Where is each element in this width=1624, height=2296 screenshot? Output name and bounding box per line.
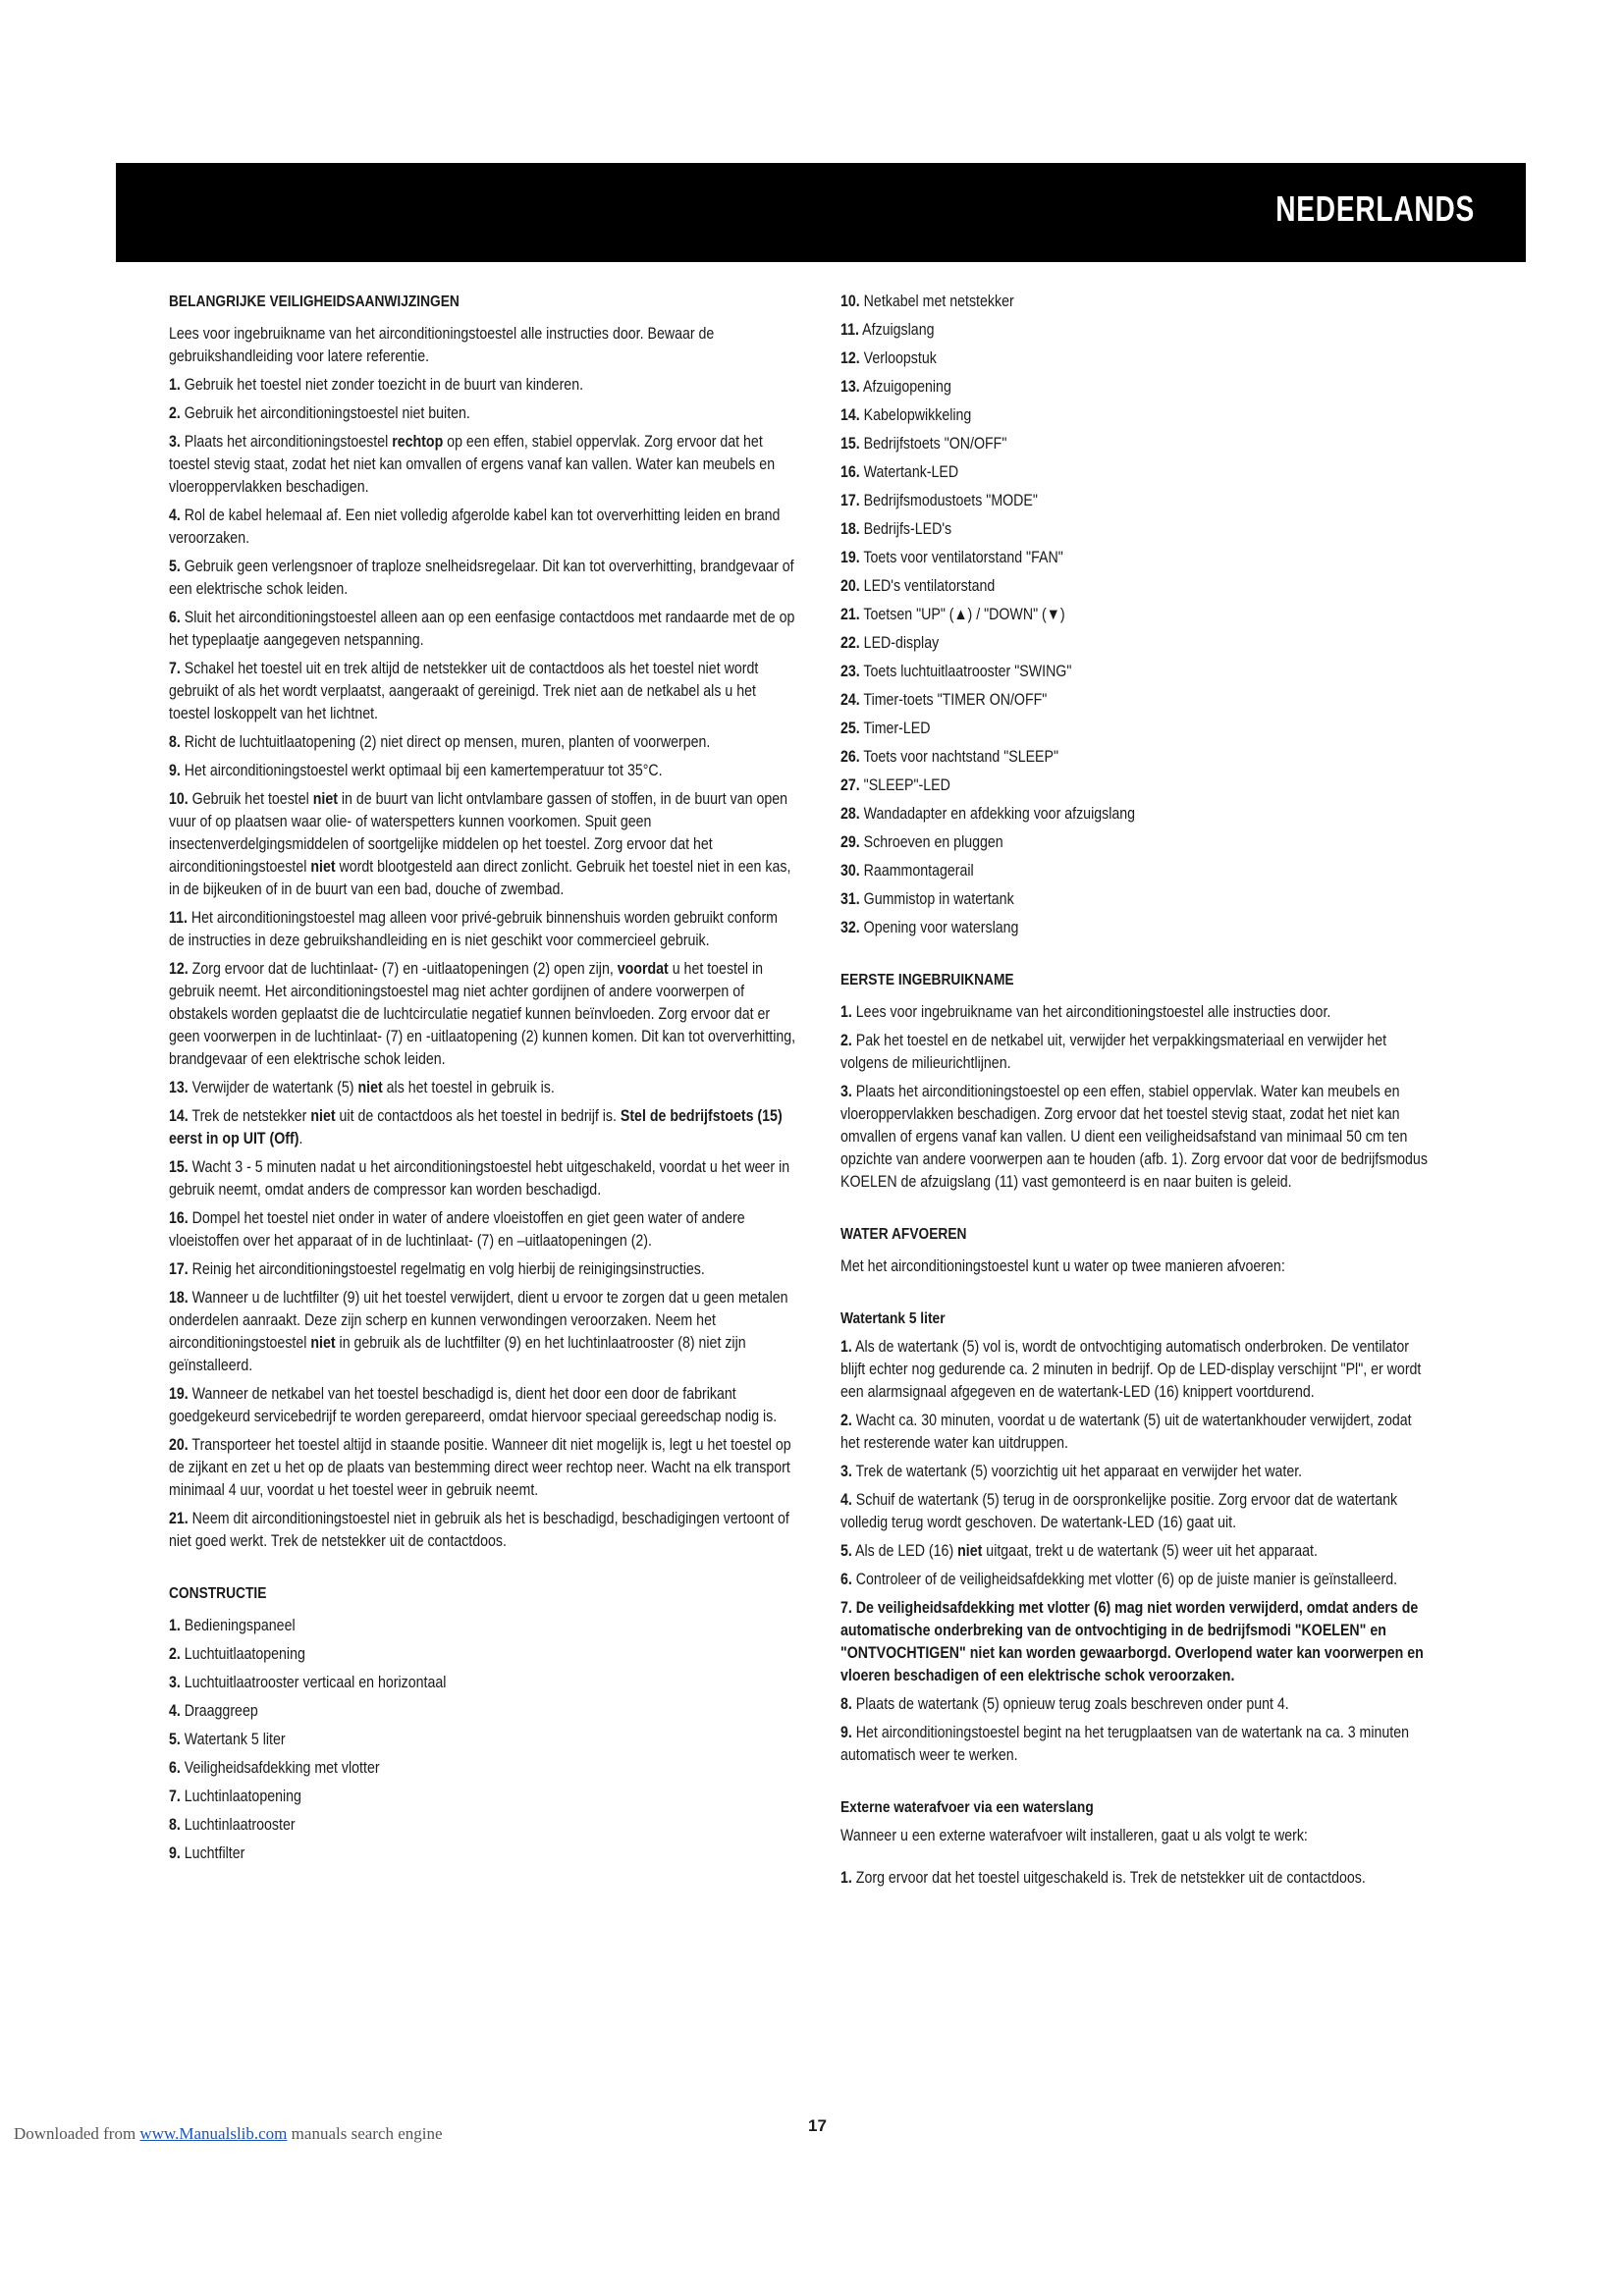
left-column [169,291,797,1871]
item-text: . [298,1130,303,1148]
item-text: Plaats het airconditioningstoestel [184,433,393,451]
item-number: 6. [840,1571,852,1588]
item-text: Luchtinlaatrooster [184,1816,296,1834]
item-number: 28. [840,805,860,823]
tank-item [840,1722,1429,1767]
item-text: Gebruik het toestel niet zonder toezicht in de buurt van kinderen. [184,376,584,394]
construction-item [840,376,1429,399]
item-number: 27. [840,776,860,794]
item-number: 31. [840,890,860,908]
item-text: Gebruik geen verlengsnoer of traploze snelheidsregelaar. Dit kan tot oververhitting, brandgevaar of een elektrische schok leiden. [169,558,794,598]
item-number: 3. [840,1083,852,1100]
construction-item [840,888,1429,911]
safety-item [169,731,795,754]
item-text: Neem dit airconditioningstoestel niet in gebruik als het is beschadigd, beschadigingen vertoont of niet goed werkt. Trek de netstekker uit de contactdoos. [169,1510,789,1550]
construction-item [840,490,1429,512]
first-use-item [840,1030,1429,1075]
construction-list-right [840,291,1429,939]
safety-item [169,374,795,397]
construction-item [169,1757,795,1780]
construction-item [840,547,1429,569]
item-bold-text: niet [310,858,336,876]
item-text: Bedieningspaneel [184,1617,296,1634]
construction-item [840,746,1429,769]
hose-list [840,1867,1429,1890]
construction-item [840,604,1429,626]
item-number: 21. [840,606,860,623]
item-text: Netkabel met netstekker [863,293,1014,310]
item-number: 18. [840,520,860,538]
item-number: 13. [169,1079,189,1096]
item-number: 1. [840,1003,852,1021]
item-text: LED-display [863,634,940,652]
item-text: Opening voor waterslang [863,919,1019,936]
hose-intro: Wanneer u een externe waterafvoer wilt installeren, gaat u als volgt te werk: [840,1827,1308,1844]
item-text: Plaats de watertank (5) opnieuw terug zoals beschreven onder punt 4. [855,1695,1289,1713]
safety-item [169,788,795,901]
footer-suffix: manuals search engine [287,2124,443,2143]
item-number: 21. [169,1510,189,1527]
construction-item [840,291,1429,313]
item-number: 22. [840,634,860,652]
item-bold-text: rechtop [392,433,444,451]
construction-item [169,1672,795,1694]
safety-item [169,1156,795,1201]
item-bold-text: De veiligheidsafdekking met vlotter (6) mag niet worden verwijderd, omdat anders de automatische onderbreking van de ontvochtiging in de bedrijfsmodi "KOELEN" en "ONTVOCHTIGEN" niet kan worden gewaarborgd. Overlopend water kan voorwerpen en vloeren beschadigen of een elektrische schok veroorzaken. [840,1599,1424,1684]
item-text: in gebruik als de luchtfilter (9) en het luchtinlaatrooster (8) niet zijn geïnstalleerd. [169,1334,746,1374]
item-number: 11. [169,909,188,927]
item-text: Afzuigslang [862,321,935,339]
construction-item [840,518,1429,541]
tank-item [840,1693,1429,1716]
safety-item [169,1383,795,1428]
item-number: 1. [169,376,181,394]
construction-item [169,1643,795,1666]
item-bold-text: voordat [617,960,669,978]
construction-item [840,461,1429,484]
item-text: Luchtuitlaatrooster verticaal en horizontaal [184,1674,447,1691]
item-bold-text: niet [357,1079,383,1096]
item-number: 3. [169,433,181,451]
item-text: Pak het toestel en de netkabel uit, verwijder het verpakkingsmateriaal en verwijder het volgens de milieurichtlijnen. [840,1032,1387,1072]
construction-item [169,1615,795,1637]
item-number: 8. [169,733,181,751]
item-number: 29. [840,833,860,851]
item-number: 8. [840,1695,852,1713]
item-text: Kabelopwikkeling [863,406,972,424]
item-text: Zorg ervoor dat het toestel uitgeschakeld is. Trek de netstekker uit de contactdoos. [855,1869,1366,1887]
item-number: 16. [840,463,860,481]
construction-item [169,1700,795,1723]
item-text: Toets voor ventilatorstand "FAN" [863,549,1063,566]
item-number: 7. [169,1788,181,1805]
item-number: 7. [840,1599,852,1617]
item-number: 11. [840,321,859,339]
item-number: 17. [840,492,860,509]
footer-prefix: Downloaded from [14,2124,140,2143]
safety-item [169,431,795,499]
construction-item [840,803,1429,826]
item-text: Rol de kabel helemaal af. Een niet volledig afgerolde kabel kan tot oververhitting leiden en brand veroorzaken. [169,507,781,547]
item-number: 12. [169,960,189,978]
item-number: 1. [840,1338,852,1356]
item-number: 1. [169,1617,181,1634]
item-number: 26. [840,748,860,766]
safety-item [169,658,795,725]
item-text: Het airconditioningstoestel mag alleen voor privé-gebruik binnenshuis worden gebruikt conform de instructies in deze gebruikshandleiding en is niet geschikt voor commercieel gebruik. [169,909,779,949]
construction-item [840,575,1429,598]
tank-item [840,1569,1429,1591]
item-number: 7. [169,660,181,677]
safety-item [169,607,795,652]
item-text: Dompel het toestel niet onder in water of andere vloeistoffen en giet geen water of andere vloeistoffen over het apparaat of in de luchtinlaat- (7) en –uitlaatopeningen (2). [169,1209,745,1250]
item-text: uitgaat, trekt u de watertank (5) weer uit het apparaat. [982,1542,1318,1560]
item-text: u het toestel in gebruik neemt. Het airconditioningstoestel mag niet achter gordijnen of andere voorwerpen of obstakels worden geplaatst die de luchtcirculatie negatief kunnen beïnvloeden. Zorg ervoor dat er geen voorwerpen in de luchtinlaat- (7) en -uitlaatopening (2) kunnen komen. Dit kan tot oververhitting, brandgevaar of een elektrische schok leiden. [169,960,796,1068]
construction-item [169,1814,795,1837]
item-text: Luchtuitlaatopening [184,1645,305,1663]
item-text: wordt blootgesteld aan direct zonlicht. Gebruik het toestel niet in een kas, in de bijkeuken of in de buurt van een bad, douche of zwembad. [169,858,791,898]
item-text: Als de LED (16) [855,1542,958,1560]
item-number: 24. [840,691,860,709]
item-text: Bedrijfsmodustoets "MODE" [863,492,1038,509]
construction-heading: CONSTRUCTIE [169,1585,267,1602]
hose-item [840,1867,1429,1890]
item-bold-text: niet [310,1107,336,1125]
item-number: 5. [169,1731,181,1748]
item-number: 6. [169,1759,181,1777]
safety-item [169,1077,795,1099]
item-text: Richt de luchtuitlaatopening (2) niet direct op mensen, muren, planten of voorwerpen. [184,733,711,751]
item-text: Draaggreep [184,1702,258,1720]
safety-item [169,1508,795,1553]
drain-heading: WATER AFVOEREN [840,1226,967,1243]
item-text: Zorg ervoor dat de luchtinlaat- (7) en -uitlaatopeningen (2) open zijn, [191,960,618,978]
tank-item [840,1461,1429,1483]
item-number: 13. [840,378,860,396]
item-number: 4. [169,507,181,524]
item-text: Afzuigopening [862,378,951,396]
item-text: in de buurt van licht ontvlambare gassen of stoffen, in de buurt van open vuur of op plaatsen waar olie- of waterspetters kunnen voorkomen. Spuit geen insectenverdelgingsmiddelen of soortgelijke middelen op het toestel. Zorg ervoor dat het airconditioningstoestel [169,790,788,876]
item-number: 19. [840,549,860,566]
item-number: 2. [840,1032,852,1049]
tank-item [840,1336,1429,1404]
item-text: Bedrijfstoets "ON/OFF" [863,435,1007,453]
item-text: Plaats het airconditioningstoestel op een effen, stabiel oppervlak. Water kan meubels en vloeroppervlakken beschadigen. Zorg ervoor dat het toestel stevig staat, zodat het niet kan omvallen of ergens vanaf kan vallen. U dient een veiligheidsafstand van minimaal 50 cm ten opzichte van andere voorwerpen aan te houden (afb. 1). Zorg ervoor dat voor de bedrijfsmodus KOELEN de afzuigslang (11) vast gemonteerd is en naar buiten is geleid. [840,1083,1428,1191]
item-text: Gebruik het toestel [191,790,313,808]
drain-intro: Met het airconditioningstoestel kunt u water op twee manieren afvoeren: [840,1257,1285,1275]
construction-item [840,319,1429,342]
item-number: 5. [169,558,181,575]
item-text: Veiligheidsafdekking met vlotter [184,1759,380,1777]
item-number: 2. [169,404,181,422]
item-text: Toetsen "UP" (▲) / "DOWN" (▼) [863,606,1065,623]
item-text: Controleer of de veiligheidsafdekking met vlotter (6) op de juiste manier is geïnstalleerd. [855,1571,1398,1588]
item-text: Luchtinlaatopening [184,1788,301,1805]
construction-list-left [169,1615,795,1865]
item-text: Verwijder de watertank (5) [191,1079,358,1096]
item-text: Watertank 5 liter [184,1731,286,1748]
item-number: 9. [169,1844,181,1862]
safety-list [169,374,795,1553]
item-number: 30. [840,862,860,880]
construction-item [840,917,1429,939]
item-text: Toets luchtuitlaatrooster "SWING" [863,663,1072,680]
first-use-heading: EERSTE INGEBRUIKNAME [840,972,1014,988]
safety-item [169,556,795,601]
construction-item [169,1729,795,1751]
safety-item [169,1105,795,1150]
item-text: Reinig het airconditioningstoestel regelmatig en volg hierbij de reinigingsinstructies. [191,1260,705,1278]
right-column [840,291,1430,1896]
first-use-item [840,1081,1429,1194]
item-number: 25. [840,720,860,737]
item-text: Transporteer het toestel altijd in staande positie. Wanneer dit niet mogelijk is, legt u het toestel op de zijkant en zet u het op de plaats van bestemming direct weer rechtop neer. Wacht na elk transport minimaal 4 uur, voordat u het toestel weer in gebruik neemt. [169,1436,791,1499]
item-text: Schuif de watertank (5) terug in de oorspronkelijke positie. Zorg ervoor dat de watertank volledig terug wordt geschoven. De watertank-LED (16) gaat uit. [840,1491,1398,1531]
item-text: "SLEEP"-LED [863,776,950,794]
item-number: 18. [169,1289,189,1307]
tank-list [840,1336,1429,1767]
item-number: 14. [840,406,860,424]
item-text: Wanneer u de luchtfilter (9) uit het toestel verwijdert, dient u ervoor te zorgen dat u geen metalen onderdelen aanraakt. Deze zijn scherp en kunnen verwondingen veroorzaken. Neem het airconditioningstoestel [169,1289,788,1352]
item-number: 20. [169,1436,189,1454]
item-number: 10. [840,293,860,310]
item-number: 2. [169,1645,181,1663]
item-number: 6. [169,609,181,626]
construction-item [840,433,1429,455]
item-text: Wacht 3 - 5 minuten nadat u het airconditioningstoestel hebt uitgeschakeld, voordat u het weer in gebruik neemt, omdat anders de compressor kan worden beschadigd. [169,1158,790,1199]
tank-item [840,1540,1429,1563]
safety-item [169,402,795,425]
safety-item [169,1287,795,1377]
construction-item [840,632,1429,655]
safety-item [169,1207,795,1253]
construction-item [840,831,1429,854]
construction-item [840,774,1429,797]
item-text: Het airconditioningstoestel begint na het terugplaatsen van de watertank na ca. 3 minuten automatisch weer te werken. [840,1724,1410,1764]
item-text: Sluit het airconditioningstoestel alleen aan op een eenfasige contactdoos met randaarde met de op het typeplaatje aangegeven netspanning. [169,609,795,649]
item-text: Gummistop in watertank [863,890,1014,908]
construction-item [840,860,1429,882]
tank-item [840,1597,1429,1687]
download-footer [14,2124,443,2144]
item-number: 17. [169,1260,189,1278]
item-text: Als de watertank (5) vol is, wordt de ontvochtiging automatisch onderbroken. De ventilator blijft echter nog gedurende ca. 2 minuten in bedrijf. Op de LED-display verschijnt "Pl", er wordt een alarmsignaal afgegeven en de watertank-LED (16) knippert voortdurend. [840,1338,1422,1401]
item-number: 3. [840,1463,852,1480]
item-text: Lees voor ingebruikname van het airconditioningstoestel alle instructies door. [855,1003,1331,1021]
item-number: 10. [169,790,189,808]
safety-item [169,907,795,952]
item-number: 32. [840,919,860,936]
item-number: 20. [840,577,860,595]
item-text: op een effen, stabiel oppervlak. Zorg ervoor dat het toestel stevig staat, zodat het niet kan omvallen of ergens vanaf kan vallen. Water kan meubels en vloeroppervlakken beschadigen. [169,433,776,496]
safety-heading: BELANGRIJKE VEILIGHEIDSAANWIJZINGEN [169,294,460,310]
construction-item [840,689,1429,712]
construction-item [840,718,1429,740]
item-text: Trek de watertank (5) voorzichtig uit het apparaat en verwijder het water. [855,1463,1303,1480]
item-text: LED's ventilatorstand [863,577,996,595]
item-number: 4. [169,1702,181,1720]
item-text: Timer-toets "TIMER ON/OFF" [863,691,1048,709]
construction-item [169,1786,795,1808]
item-bold-text: niet [957,1542,983,1560]
tank-heading: Watertank 5 liter [840,1310,946,1327]
item-text: als het toestel in gebruik is. [382,1079,555,1096]
first-use-item [840,1001,1429,1024]
item-text: Watertank-LED [863,463,959,481]
item-text: Het airconditioningstoestel werkt optimaal bij een kamertemperatuur tot 35°C. [184,762,663,779]
safety-intro: Lees voor ingebruikname van het airconditioningstoestel alle instructies door. Bewaar de gebruikshandleiding voor latere referentie. [169,325,715,365]
item-number: 16. [169,1209,189,1227]
item-text: Wanneer de netkabel van het toestel beschadigd is, dient het door een door de fabrikant goedgekeurd servicebedrijf te worden gerepareerd, omdat hiervoor speciaal gereedschap nodig is. [169,1385,778,1425]
item-text: Bedrijfs-LED's [863,520,952,538]
item-number: 9. [169,762,181,779]
item-text: Verloopstuk [863,349,937,367]
language-banner [116,163,1526,262]
item-number: 9. [840,1724,852,1741]
construction-item [840,661,1429,683]
item-text: Wacht ca. 30 minuten, voordat u de watertank (5) uit de watertankhouder verwijdert, zodat het resterende water kan uitdruppen. [840,1412,1412,1452]
item-text: Toets voor nachtstand "SLEEP" [863,748,1059,766]
safety-item [169,505,795,550]
item-number: 1. [840,1869,852,1887]
item-text: Schakel het toestel uit en trek altijd de netstekker uit de contactdoos als het toestel niet wordt gebruikt of als het wordt verplaatst, aangeraakt of gereinigd. Trek niet aan de netkabel als u het toestel loskoppelt van het lichtnet. [169,660,759,722]
item-number: 2. [840,1412,852,1429]
item-number: 3. [169,1674,181,1691]
item-number: 15. [840,435,860,453]
construction-item [840,404,1429,427]
tank-item [840,1489,1429,1534]
item-number: 15. [169,1158,189,1176]
item-number: 8. [169,1816,181,1834]
item-text: Gebruik het airconditioningstoestel niet buiten. [184,404,470,422]
item-text: Raammontagerail [863,862,974,880]
safety-item [169,1258,795,1281]
item-text: Timer-LED [863,720,931,737]
item-bold-text: niet [310,1334,336,1352]
banner-title: NEDERLANDS [1275,188,1475,229]
item-number: 5. [840,1542,852,1560]
item-text: uit de contactdoos als het toestel in bedrijf is. [335,1107,621,1125]
item-number: 12. [840,349,860,367]
item-number: 4. [840,1491,852,1509]
item-number: 23. [840,663,860,680]
item-bold-text: niet [312,790,338,808]
hose-heading: Externe waterafvoer via een waterslang [840,1799,1094,1816]
safety-item [169,760,795,782]
construction-item [169,1842,795,1865]
item-number: 19. [169,1385,189,1403]
page-number: 17 [808,2116,827,2135]
item-text: Luchtfilter [184,1844,245,1862]
item-text: Trek de netstekker [191,1107,311,1125]
construction-item [840,347,1429,370]
tank-item [840,1410,1429,1455]
safety-item [169,958,795,1071]
item-text: Wandadapter en afdekking voor afzuigslang [863,805,1136,823]
first-use-list [840,1001,1429,1194]
item-text: Schroeven en pluggen [863,833,1003,851]
manualslib-link[interactable]: www.Manualslib.com [139,2124,288,2143]
item-number: 14. [169,1107,189,1125]
safety-item [169,1434,795,1502]
item-bold-text: Stel de bedrijfstoets (15) eerst in op UIT (Off) [169,1107,783,1148]
